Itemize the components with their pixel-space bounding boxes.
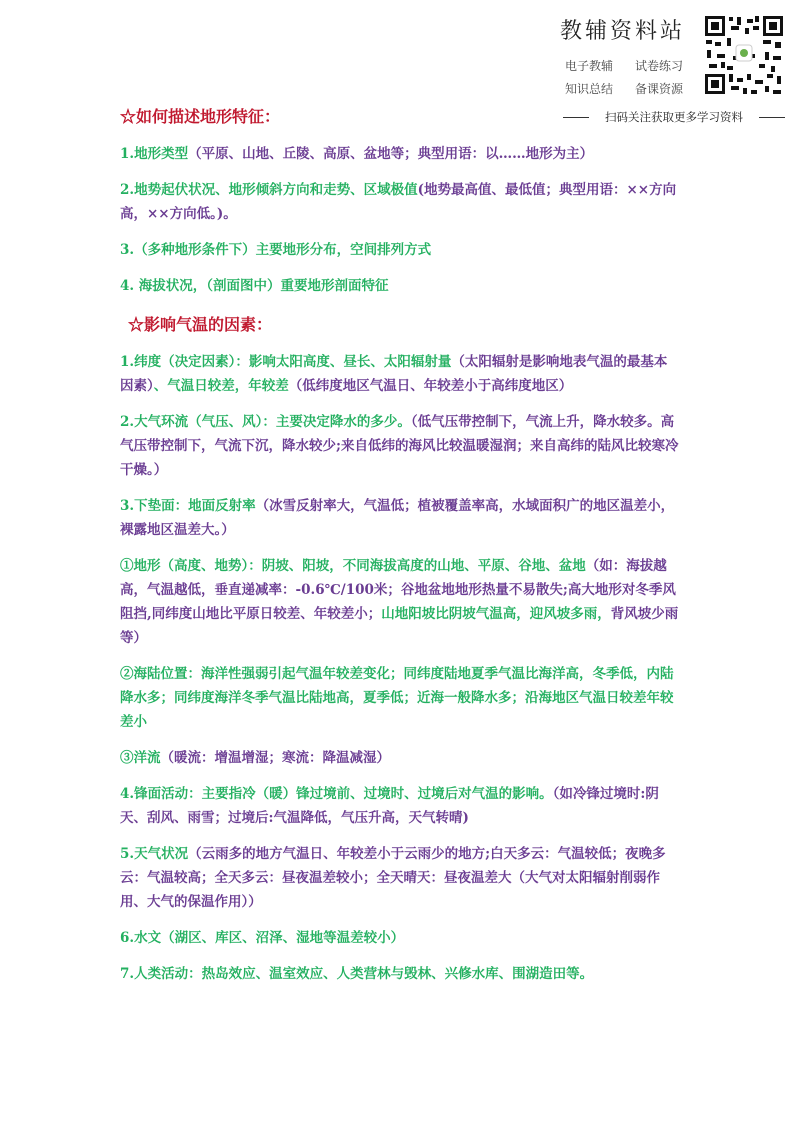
brand-links [565,57,705,97]
link-knowledge-summary[interactable]: 知识总结 [565,82,614,96]
terrain-item-2: 2.地势起伏状况、地形倾斜方向和走势、区域极值(地势最高值、最低值；典型用语：××方向高，××方向低。)。 [120,182,677,222]
slogan-divider-right [759,117,785,118]
temp-factor-terrain: ①地形（高度、地势）：阴坡、阳坡，不同海拔高度的山地、平原、谷地、盆地（如：海拔越高，气温越低，垂直递减率：-0.6℃/100米；谷地盆地地形热量不易散失;高大地形对冬季风阻挡,同纬度山地比平原日较差、年较差小；山地阳坡比阴坡气温高，迎风坡多雨，背风坡少雨等） [120,558,679,646]
temp-factor-land-sea: ②海陆位置：海洋性强弱引起气温年较差变化；同纬度陆地夏季气温比海洋高，冬季低，内陆降水多；同纬度海洋冬季气温比陆地高，夏季低；近海一般降水多；沿海地区气温日较差年较差小 [120,666,674,730]
document-body [120,106,680,998]
terrain-item-4: 4. 海拔状况，（剖面图中）重要地形剖面特征 [120,278,389,294]
temp-factor-hydrology: 6.水文（湖区、库区、沼泽、湿地等温差较小） [120,930,405,946]
qr-code-icon [703,14,785,96]
temp-factor-latitude: 1.纬度（决定因素）：影响太阳高度、昼长、太阳辐射量（太阳辐射是影响地表气温的最基本因素）、气温日较差，年较差（低纬度地区气温日、年较差小于高纬度地区） [120,354,668,394]
temp-factor-ocean-current: ③洋流（暖流：增温增湿；寒流：降温减湿） [120,750,390,766]
temp-factor-human: 7.人类活动：热岛效应、温室效应、人类营林与毁林、兴修水库、围湖造田等。 [120,966,594,982]
link-lesson-resources[interactable]: 备课资源 [635,82,684,96]
link-electronic-textbooks[interactable]: 电子教辅 [565,59,614,73]
temp-factor-weather: 5.天气状况（云雨多的地方气温日、年较差小于云雨少的地方;白天多云：气温较低；夜晚多云：气温较高；全天多云：昼夜温差较小；全天晴天：昼夜温差大（大气对太阳辐射削弱作用、大气的保温作用）） [120,846,666,910]
slogan-text: 扫码关注获取更多学习资料 [605,110,743,124]
temp-factor-circulation: 2.大气环流（气压、风）：主要决定降水的多少。（低气压带控制下，气流上升，降水较多。高气压带控制下，气流下沉，降水较少;来自低纬的海风比较温暖湿润；来自高纬的陆风比较寒冷干燥。） [120,414,679,478]
link-test-exercises[interactable]: 试卷练习 [635,59,684,73]
temp-factor-fronts: 4.锋面活动：主要指冷（暖）锋过境前、过境时、过境后对气温的影响。（如冷锋过境时:阴天、刮风、雨雪；过境后:气温降低，气压升高，天气转晴) [120,786,659,826]
terrain-item-1: 1.地形类型（平原、山地、丘陵、高原、盆地等；典型用语：以……地形为主） [120,146,594,162]
terrain-item-3: 3.（多种地形条件下）主要地形分布，空间排列方式 [120,242,432,258]
section-heading-temperature: ☆影响气温的因素： [128,315,273,334]
temp-factor-surface: 3.下垫面：地面反射率（冰雪反射率大，气温低；植被覆盖率高，水域面积广的地区温差小，裸露地区温差大。） [120,498,675,538]
brand-title: 教辅资料站 [560,19,686,44]
section-heading-terrain: ☆如何描述地形特征： [120,107,281,126]
